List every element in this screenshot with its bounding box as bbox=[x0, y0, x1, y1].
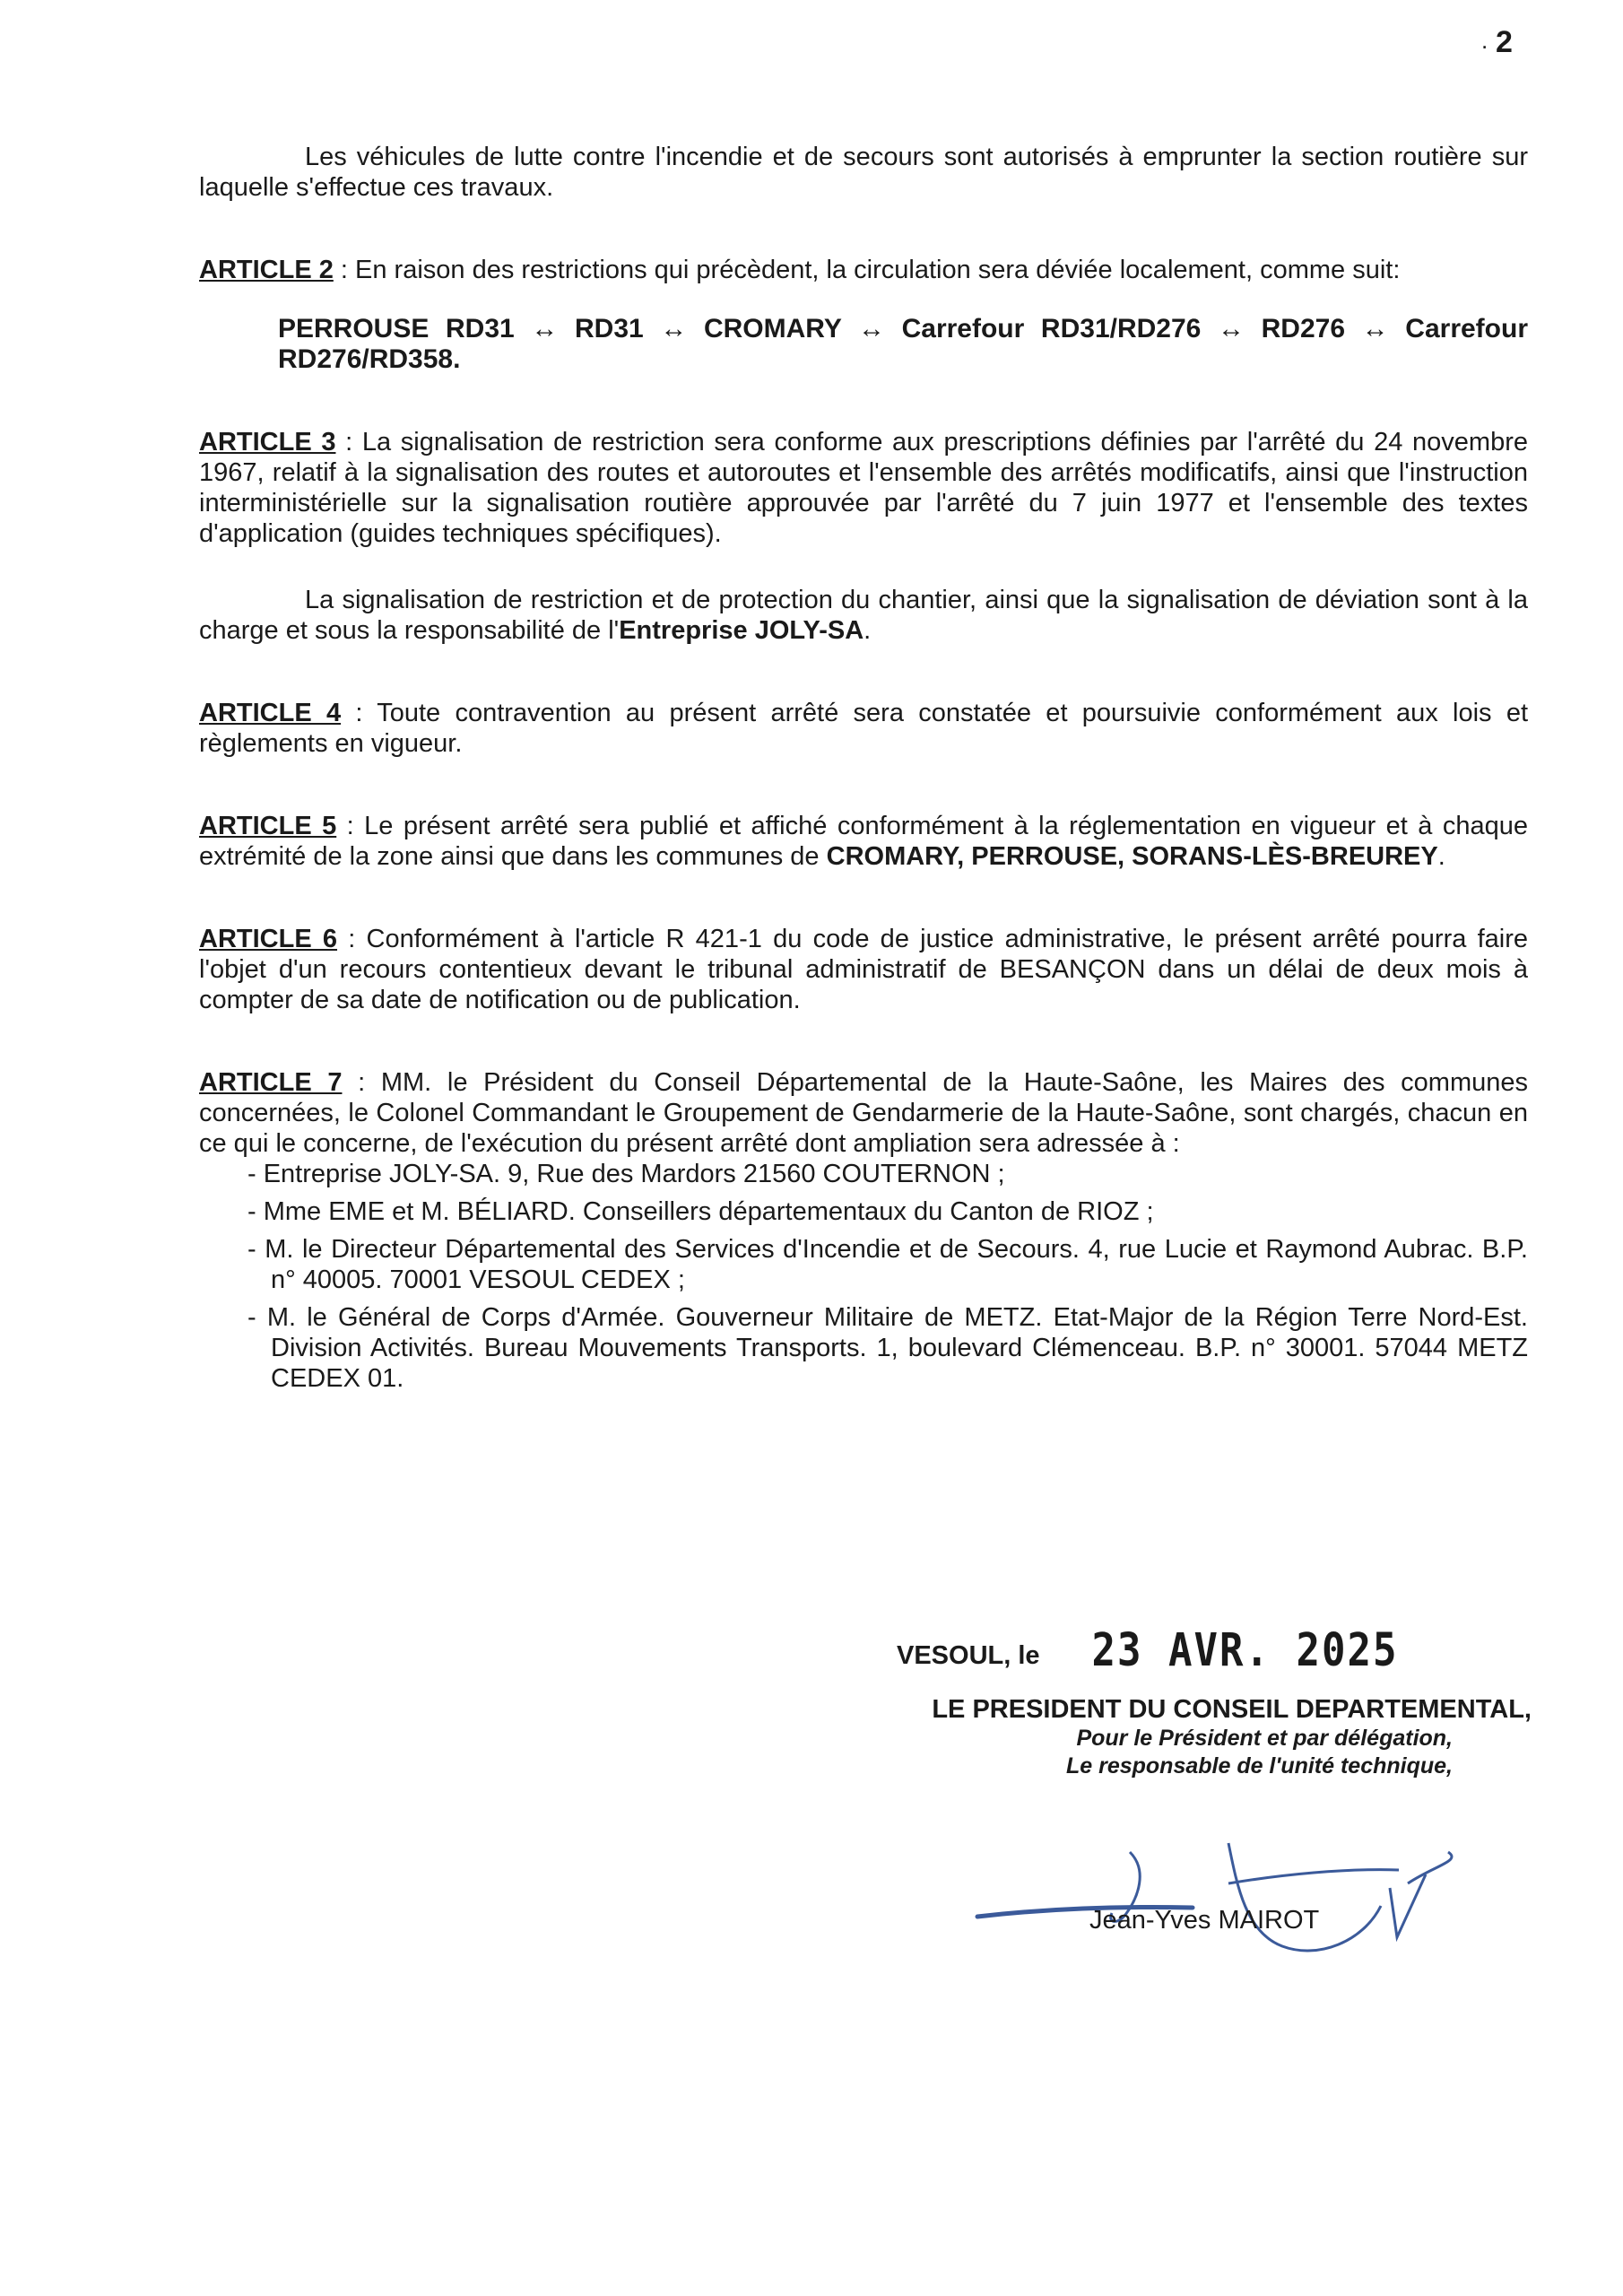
detour-route: PERROUSE RD31 ↔ RD31 ↔ CROMARY ↔ Carrefour RD31/RD276 ↔ RD276 ↔ Carrefour RD276/RD358. bbox=[278, 314, 1528, 374]
handwritten-signature bbox=[959, 1834, 1462, 1969]
signature-block bbox=[897, 1624, 1542, 1780]
article-6-text: : Conformément à l'article R 421-1 du code de justice administrative, le présent arrêté pourra faire l'objet d'un recours contentieux devant le tribunal administratif de BESANÇON dans un délai de deux mois à compter de sa date de notification ou de publication. bbox=[199, 925, 1529, 1014]
article-5-text: : Le présent arrêté sera publié et affiché conformément à la réglementation en vigueur et à chaque extrémité de la zone ainsi que dans les communes de bbox=[199, 812, 1528, 871]
article-2-text: : En raison des restrictions qui précèdent, la circulation sera déviée localement, comme suit: bbox=[333, 256, 1401, 284]
article-2 bbox=[199, 255, 1528, 285]
article-5-end: . bbox=[1437, 842, 1445, 871]
article-3-paragraph-2 bbox=[199, 585, 1528, 646]
page-dot: . bbox=[1481, 27, 1488, 54]
role-line: Le responsable de l'unité technique, bbox=[1065, 1753, 1453, 1779]
article-5-label: ARTICLE 5 bbox=[199, 812, 337, 840]
article-4 bbox=[199, 698, 1528, 759]
delegation-line: Pour le Président et par délégation, bbox=[1076, 1726, 1453, 1751]
article-3-p2-end: . bbox=[864, 616, 872, 645]
list-item: - Entreprise JOLY-SA. 9, Rue des Mardors 21560 COUTERNON ; bbox=[247, 1160, 1005, 1188]
signatory-title: LE PRESIDENT DU CONSEIL DEPARTEMENTAL, bbox=[932, 1695, 1532, 1724]
list-item: - M. le Général de Corps d'Armée. Gouverneur Militaire de METZ. Etat-Major de la Région Terre Nord-Est. Division Activités. Bureau Mouvements Transports. 1, boulevard Clémenceau. B.P. n° 30001. 57044 METZ CEDEX 01. bbox=[247, 1303, 1528, 1393]
recipients-list bbox=[199, 1159, 1528, 1394]
article-5-communes: CROMARY, PERROUSE, SORANS-LÈS-BREUREY bbox=[826, 842, 1438, 871]
signature-place: VESOUL, le bbox=[897, 1641, 1040, 1670]
page-number: 2 bbox=[1496, 25, 1513, 59]
article-2-label: ARTICLE 2 bbox=[199, 256, 334, 284]
article-4-text: : Toute contravention au présent arrêté sera constatée et poursuivie conformément aux lois et règlements en vigueur. bbox=[199, 699, 1529, 758]
article-7-label: ARTICLE 7 bbox=[199, 1068, 343, 1097]
date-line bbox=[897, 1624, 1542, 1677]
article-3-p2-company: Entreprise JOLY-SA bbox=[619, 616, 864, 645]
list-item: - Mme EME et M. BÉLIARD. Conseillers départementaux du Canton de RIOZ ; bbox=[247, 1197, 1154, 1226]
date-stamp: 23 AVR. 2025 bbox=[1091, 1624, 1399, 1677]
article-7 bbox=[199, 1067, 1528, 1159]
article-3 bbox=[199, 427, 1528, 549]
document-body bbox=[199, 142, 1528, 1401]
article-6-label: ARTICLE 6 bbox=[199, 925, 338, 953]
article-7-text: : MM. le Président du Conseil Départemental de la Haute-Saône, les Maires des communes concernées, le Colonel Commandant le Groupement de Gendarmerie de la Haute-Saône, sont chargés, chacun en ce qui le concerne, de l'exécution du présent arrêté dont ampliation sera adressée à : bbox=[199, 1068, 1529, 1158]
signatory-name: Jean-Yves MAIROT bbox=[1089, 1906, 1320, 1935]
article-4-label: ARTICLE 4 bbox=[199, 699, 342, 727]
article-3-text: : La signalisation de restriction sera conforme aux prescriptions définies par l'arrêté du 24 novembre 1967, relatif à la signalisation des routes et autoroutes et l'ensemble des arrêtés modificatifs, ainsi que l'instruction interministérielle sur la signalisation routière approuvée par l'arrêté du 7 juin 1977 et l'ensemble des textes d'application (guides techniques spécifiques). bbox=[199, 428, 1529, 548]
article-3-label: ARTICLE 3 bbox=[199, 428, 336, 457]
intro-paragraph: Les véhicules de lutte contre l'incendie et de secours sont autorisés à emprunter la section routière sur laquelle s'effectue ces travaux. bbox=[199, 143, 1528, 202]
article-3-p2-text: La signalisation de restriction et de protection du chantier, ainsi que la signalisation de déviation sont à la charge et sous la responsabilité de l' bbox=[199, 586, 1528, 645]
article-5 bbox=[199, 811, 1528, 872]
list-item: - M. le Directeur Départemental des Services d'Incendie et de Secours. 4, rue Lucie et Raymond Aubrac. B.P. n° 40005. 70001 VESOUL CEDEX ; bbox=[247, 1235, 1528, 1294]
article-6 bbox=[199, 924, 1528, 1015]
